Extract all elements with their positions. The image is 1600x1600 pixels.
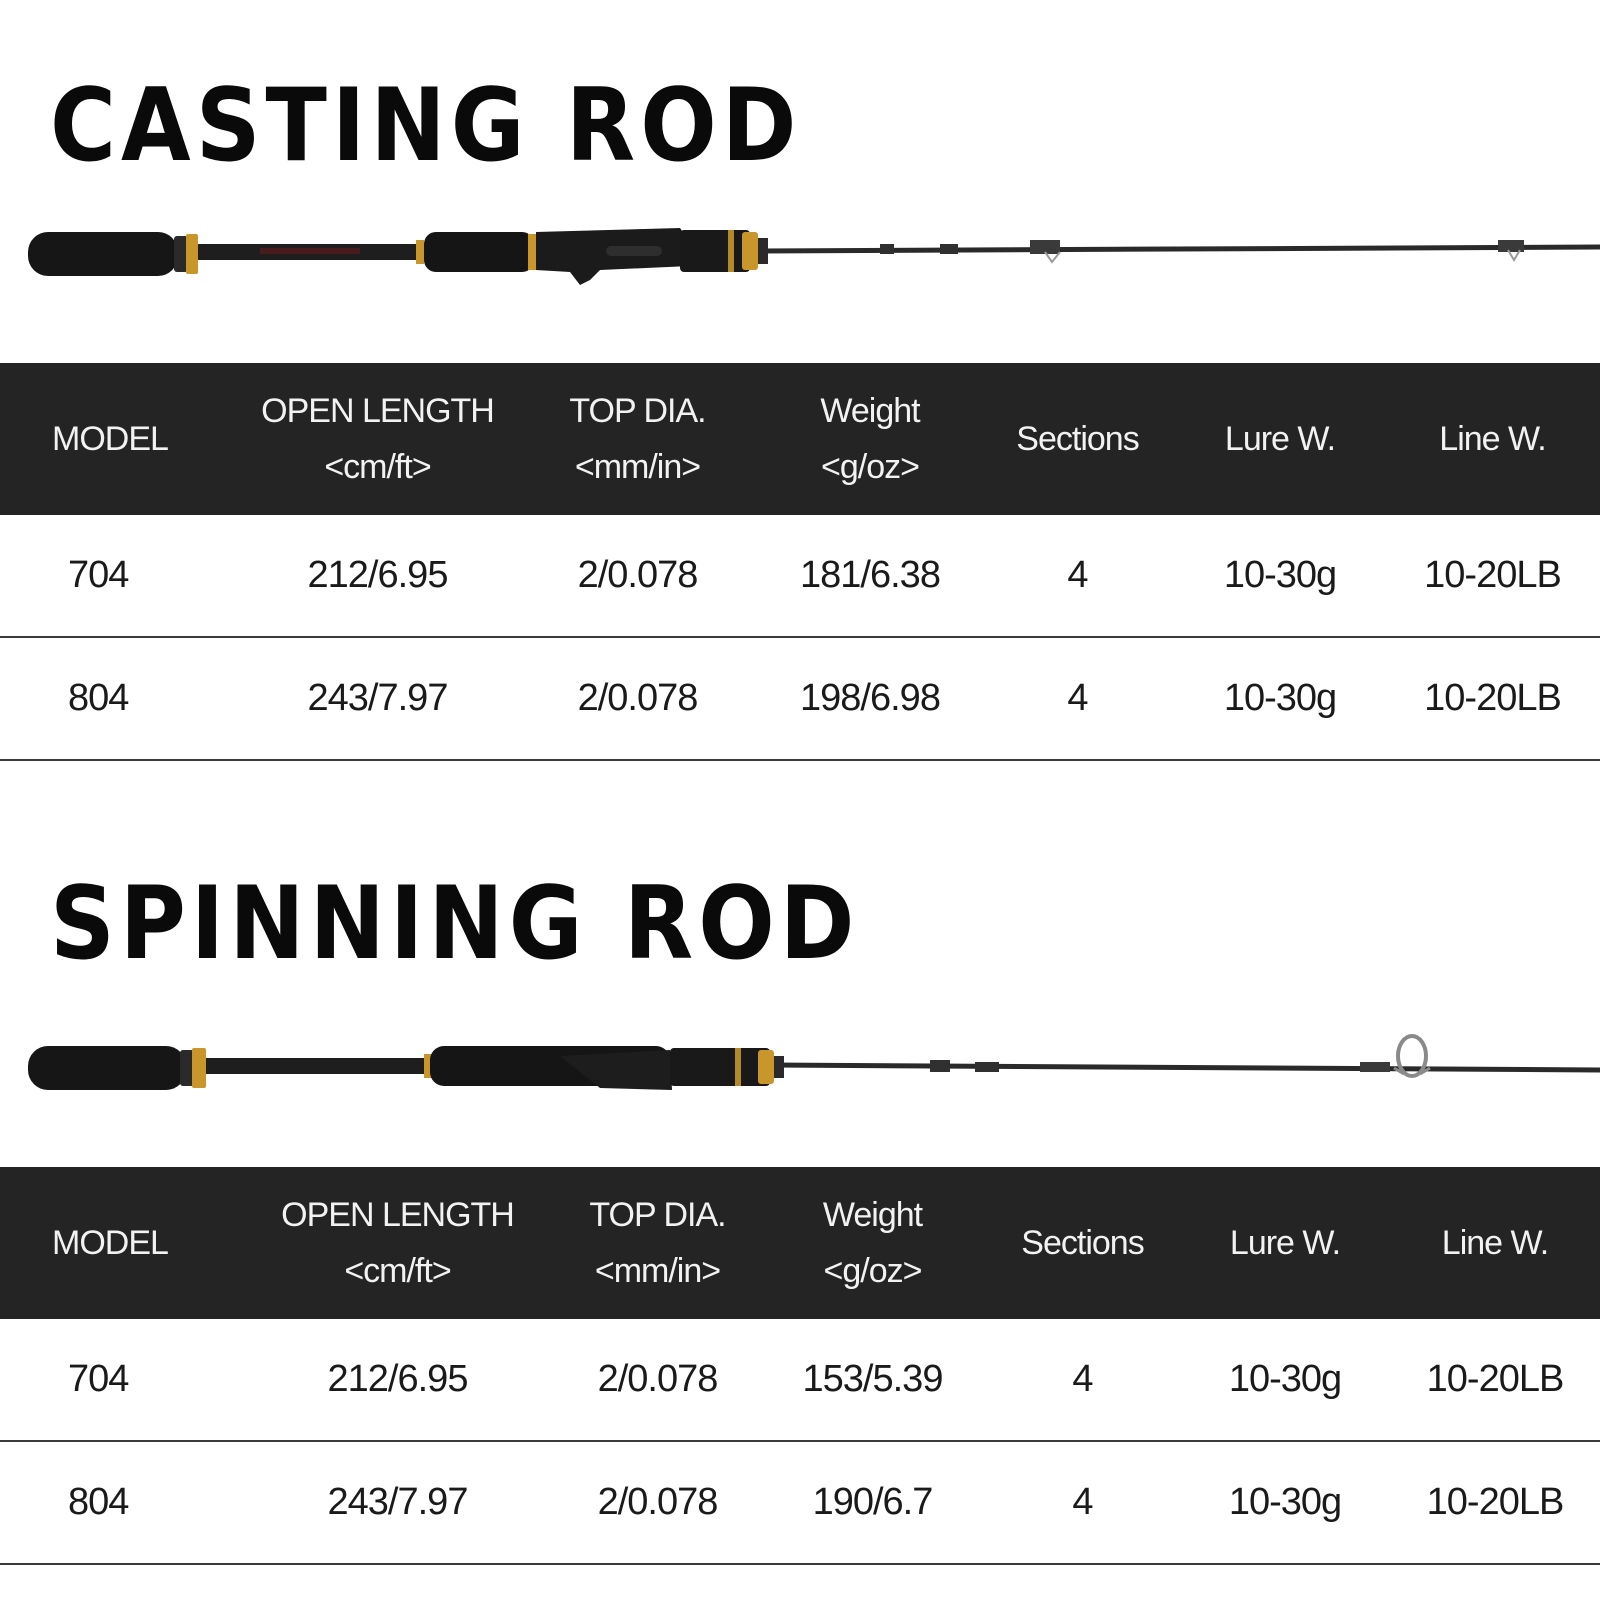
header-open-length: OPEN LENGTH <cm/ft> [240, 1167, 555, 1319]
cell-top-dia: 2/0.078 [515, 637, 760, 760]
cell-line-weight: 10-20LB [1385, 515, 1600, 637]
cell-lure-weight: 10-30g [1180, 1441, 1390, 1564]
table-header-row [0, 1167, 1600, 1319]
spinning-spec-table [0, 1167, 1600, 1565]
cell-lure-weight: 10-30g [1175, 515, 1385, 637]
cell-weight: 190/6.7 [760, 1441, 985, 1564]
cell-weight: 153/5.39 [760, 1319, 985, 1441]
header-model: MODEL [0, 1167, 240, 1319]
cell-lure-weight: 10-30g [1175, 637, 1385, 760]
cell-open-length: 243/7.97 [240, 637, 515, 760]
cell-weight: 181/6.38 [760, 515, 980, 637]
cell-top-dia: 2/0.078 [555, 1319, 760, 1441]
cell-model: 804 [0, 637, 240, 760]
casting-spec-table [0, 363, 1600, 761]
cell-line-weight: 10-20LB [1390, 1441, 1600, 1564]
header-sections: Sections [980, 363, 1175, 515]
cell-sections: 4 [985, 1319, 1180, 1441]
header-weight: Weight <g/oz> [760, 363, 980, 515]
cell-model: 804 [0, 1441, 240, 1564]
cell-top-dia: 2/0.078 [515, 515, 760, 637]
cell-weight: 198/6.98 [760, 637, 980, 760]
cell-sections: 4 [980, 637, 1175, 760]
header-line-weight: Line W. [1390, 1167, 1600, 1319]
cell-model: 704 [0, 1319, 240, 1441]
header-lure-weight: Lure W. [1180, 1167, 1390, 1319]
cell-line-weight: 10-20LB [1390, 1319, 1600, 1441]
table-row [0, 1319, 1600, 1441]
cell-sections: 4 [985, 1441, 1180, 1564]
header-model: MODEL [0, 363, 240, 515]
cell-open-length: 212/6.95 [240, 1319, 555, 1441]
table-row [0, 515, 1600, 637]
header-weight: Weight <g/oz> [760, 1167, 985, 1319]
header-open-length: OPEN LENGTH <cm/ft> [240, 363, 515, 515]
cell-open-length: 243/7.97 [240, 1441, 555, 1564]
header-top-dia: TOP DIA. <mm/in> [555, 1167, 760, 1319]
cell-model: 704 [0, 515, 240, 637]
header-top-dia: TOP DIA. <mm/in> [515, 363, 760, 515]
cell-open-length: 212/6.95 [240, 515, 515, 637]
header-lure-weight: Lure W. [1175, 363, 1385, 515]
spinning-rod-title: SPINNING ROD [50, 865, 860, 983]
spinning-rod-icon [0, 1010, 1600, 1120]
cell-lure-weight: 10-30g [1180, 1319, 1390, 1441]
casting-rod-title: CASTING ROD [50, 67, 802, 185]
table-header-row [0, 363, 1600, 515]
table-row [0, 1441, 1600, 1564]
casting-rod-icon [0, 200, 1600, 310]
cell-top-dia: 2/0.078 [555, 1441, 760, 1564]
table-row [0, 637, 1600, 760]
header-sections: Sections [985, 1167, 1180, 1319]
header-line-weight: Line W. [1385, 363, 1600, 515]
cell-line-weight: 10-20LB [1385, 637, 1600, 760]
cell-sections: 4 [980, 515, 1175, 637]
